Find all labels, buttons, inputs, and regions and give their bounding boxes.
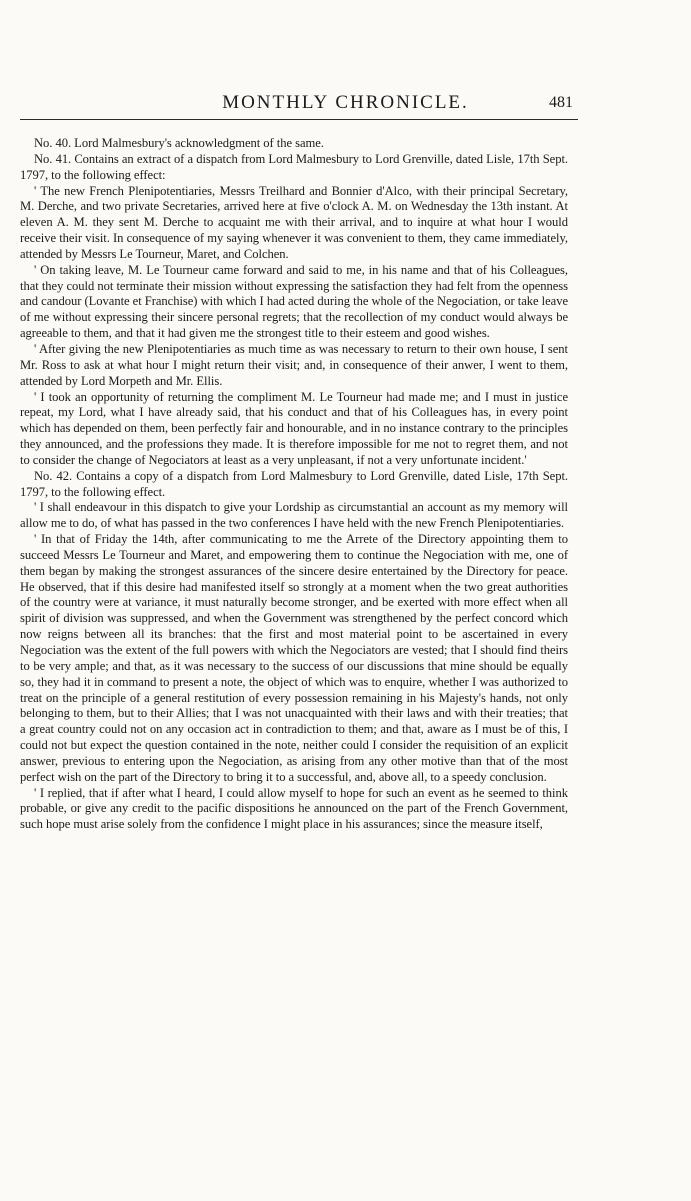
paragraph: ' On taking leave, M. Le Tourneur came forward and said to me, in his name and that of his Colleagues, that they could not terminate their mission without expressing the satisfaction they had felt from the openness and candour (Lovante et Franchise) with which I had acted during the whole of the Negociation, or take leave of me without expressing their sincere personal regrets; that the recollection of my conduct would always be agreeable to them, and that it had given me the strongest title to their esteem and good wishes.	[20, 262, 568, 341]
paragraph: No. 41. Contains an extract of a dispatch from Lord Malmesbury to Lord Grenville, dated Lisle, 17th Sept. 1797, to the following effect:	[20, 151, 568, 182]
running-title: MONTHLY CHRONICLE.	[222, 92, 469, 113]
page-header	[0, 92, 691, 126]
paragraph: ' I took an opportunity of returning the compliment M. Le Tourneur had made me; and I must in justice repeat, my Lord, what I have already said, that his conduct and that of his Colleagues has, in every point which has depended on them, been perfectly fair and honourable, and in no instance contrary to the principles they announced, and the professions they made. It is therefore impossible for me not to regret them, and not to consider the change of Negociators at least as a very unpleasant, if not a very unfortunate incident.'	[20, 389, 568, 467]
paragraph: ' In that of Friday the 14th, after communicating to me the Arrete of the Directory appointing them to succeed Messrs Le Tourneur and Maret, and empowering them to continue the Negociation with me, one of them began by making the strongest assurances of the sincere desire entertained by the Directory for peace. He observed, that if this desire had manifested itself so strongly at a moment when the two great authorities of the country were at variance, it must naturally become stronger, and be exerted with more effect when all spirit of division was suppressed, and when the Government was strengthened by the perfect concord which now reigns between all its branches: that the first and most material point to be ascertained in every Negociation was the extent of the full powers with which the Negociators are vested; that I should find theirs to be very ample; and that, as it was necessary to the success of our discussions that mine should be equally so, they had it in command to present a note, the object of which was to enquire, whether I was authorized to treat on the principle of a general restitution of every possession remaining in his Majesty's hands, not only belonging to them, but to their Allies; that I was not unacquainted with their laws and with their treaties; that a great country could not on any occasion act in contradiction to them; and that, aware as I must be of this, I could not but expect the question contained in the note, neither could I consider the requisition of an explicit answer, previous to entering upon the Negociation, as arising from any other motive than that of the most perfect wish on the part of the Directory to bring it to a successful, and, above all, to a speedy conclusion.	[20, 532, 568, 784]
paragraph: No. 40. Lord Malmesbury's acknowledgment of the same.	[34, 136, 324, 150]
page-number: 481	[549, 94, 573, 111]
paragraph: ' I replied, that if after what I heard, I could allow myself to hope for such an event as he seemed to think probable, or give any credit to the pacific dispositions he announced on the part of the French Government, such hope must arise solely from the confidence I might place in his assurances; since the measure itself,	[20, 785, 568, 832]
body-text	[20, 136, 568, 833]
paragraph: ' I shall endeavour in this dispatch to give your Lordship as circumstantial an account as my memory will allow me to do, of what has passed in the two conferences I have held with the new French Plenipotentiaries.	[20, 500, 568, 531]
paragraph: ' The new French Plenipotentiaries, Messrs Treilhard and Bonnier d'Alco, with their principal Secretary, M. Derche, and two private Secretaries, arrived here at five o'clock A. M. on Wednesday the 13th instant. At eleven A. M. they sent M. Derche to acquaint me with their arrival, and to inquire at what hour I would receive their visit. In consequence of my saying whenever it was convenient to them, they came immediately, attended by Messrs Le Tourneur, Maret, and Colchen.	[20, 183, 568, 261]
paragraph: ' After giving the new Plenipotentiaries as much time as was necessary to return to their own house, I sent Mr. Ross to ask at what hour I might return their visit; and, in consequence of their anwer, I went to them, attended by Lord Morpeth and Mr. Ellis.	[20, 341, 568, 388]
header-rule	[20, 119, 578, 120]
paragraph: No. 42. Contains a copy of a dispatch from Lord Malmesbury to Lord Grenville, dated Lisle, 17th Sept. 1797, to the following effect.	[20, 468, 568, 499]
